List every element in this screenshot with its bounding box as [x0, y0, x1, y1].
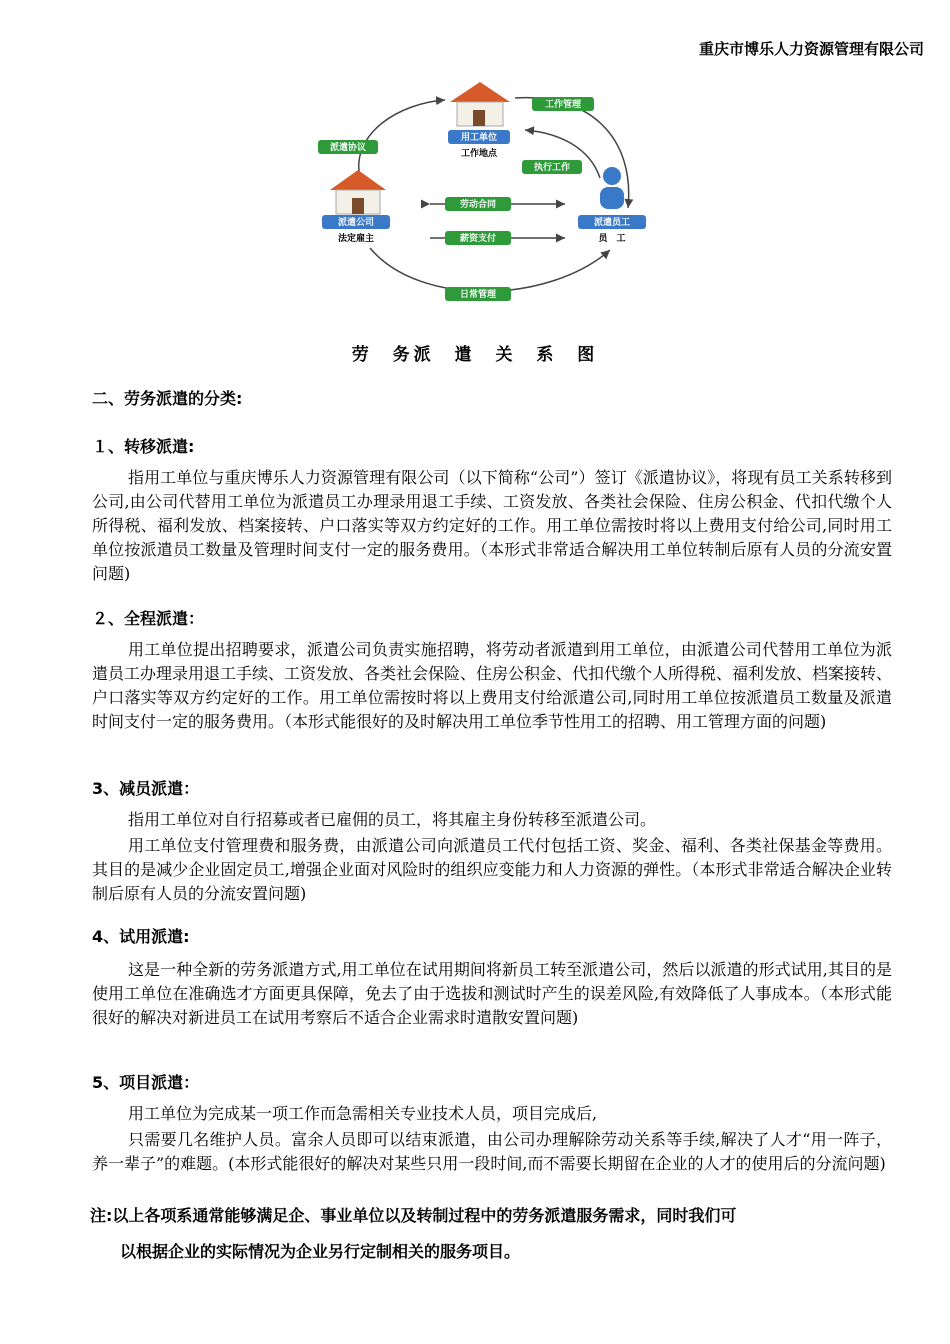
agency-sub: 法定雇主 [337, 234, 375, 244]
tag-salary-payment-label: 薪资支付 [459, 234, 497, 244]
worker-person-icon [600, 167, 624, 209]
tag-labor-contract-label: 劳动合同 [459, 200, 497, 210]
employer-house-icon [450, 82, 510, 126]
employer-label: 用工单位 [460, 133, 498, 143]
item-4-heading: 4、试用派遣: [92, 927, 190, 946]
item-3-heading: 3、减员派遣： [92, 779, 200, 798]
item-5-heading: 5、项目派遣： [92, 1073, 200, 1092]
item-5-paragraph-2: 只需要几名维护人员。富余人员即可以结束派遣，由公司办理解除劳动关系等手续,解决了人才“用一阵子，养一辈子”的难题。(本形式能很好的解决对某些只用一段时间,而不需要长期留在企业的人才的使用后的分流问题) [92, 1130, 892, 1173]
item-1-heading: １、转移派遣: [92, 437, 195, 456]
tag-work-management-label: 工作管理 [544, 100, 582, 110]
item-1-paragraph: 指用工单位与重庆博乐人力资源管理有限公司（以下简称“公司”）签订《派遣协议》，将现有员工关系转移到公司,由公司代替用工单位为派遣员工办理录用退工手续、工资发放、各类社会保险、住房公积金、代扣代缴个人所得税、福利发放、档案接转、户口落实等双方约定好的工作。用工单位需按时将以上费用支付给公司,同时用工单位按派遣员工数量及管理时间支付一定的服务费用。（本形式非常适合解决用工单位转制后原有人员的分流安置问题) [92, 468, 892, 583]
tag-dispatch-agreement-label: 派遣协议 [329, 143, 367, 153]
employer-sub: 工作地点 [460, 149, 498, 159]
arrow-agency-to-employer [359, 100, 445, 178]
item-3-paragraph-1: 指用工单位对自行招募或者已雇佣的员工，将其雇主身份转移至派遣公司。 [128, 810, 657, 829]
item-4-paragraph: 这是一种全新的劳务派遣方式,用工单位在试用期间将新员工转至派遣公司，然后以派遣的形式试用,其目的是使用工单位在准确选才方面更具保障，免去了由于选拔和测试时产生的误差风险,有效降低了人事成本。（本形式能很好的解决对新进员工在试用考察后不适合企业需求时遣散安置问题) [92, 960, 892, 1027]
item-5-paragraph-1: 用工单位为完成某一项工作而急需相关专业技术人员，项目完成后, [128, 1104, 598, 1123]
item-3-paragraph-2: 用工单位支付管理费和服务费，由派遣公司向派遣员工代付包括工资、奖金、福利、各类社保基金等费用。其目的是减少企业固定员工,增强企业面对风险时的组织应变能力和人力资源的弹性。（本形式非常适合解决企业转制后原有人员的分流安置问题) [92, 836, 892, 903]
note-line-1: 注:以上各项系通常能够满足企、事业单位以及转制过程中的劳务派遣服务需求，同时我们可 [90, 1206, 737, 1225]
section-heading: 二、劳务派遣的分类: [92, 389, 243, 408]
diagram-caption: 劳 务派 遣 关 系 图 [351, 345, 599, 365]
tag-daily-management-label: 日常管理 [459, 290, 497, 300]
dispatch-relationship-diagram [310, 78, 650, 314]
company-name: 重庆市博乐人力资源管理有限公司 [698, 40, 924, 58]
agency-house-icon [330, 170, 386, 214]
note-line-2: 以根据企业的实际情况为企业另行定制相关的服务项目。 [120, 1242, 521, 1261]
item-2-paragraph: 用工单位提出招聘要求，派遣公司负责实施招聘，将劳动者派遣到用工单位，由派遣公司代替用工单位为派遣员工办理录用退工手续、工资发放、各类社会保险、住房公积金、代扣代缴个人所得税、福利发放、档案接转、户口落实等双方约定好的工作。用工单位需按时将以上费用支付给派遣公司,同时用工单位按派遣员工数量及派遣时间支付一定的服务费用。（本形式能很好的及时解决用工单位季节性用工的招聘、用工管理方面的问题) [92, 640, 893, 731]
item-2-heading: ２、全程派遣： [92, 609, 205, 628]
tag-execute-work-label: 执行工作 [533, 163, 571, 173]
arrow-agency-to-worker-bottom [370, 248, 610, 291]
worker-label: 派遣员工 [593, 218, 631, 228]
worker-sub: 员 工 [598, 234, 626, 244]
agency-label: 派遣公司 [337, 218, 375, 228]
